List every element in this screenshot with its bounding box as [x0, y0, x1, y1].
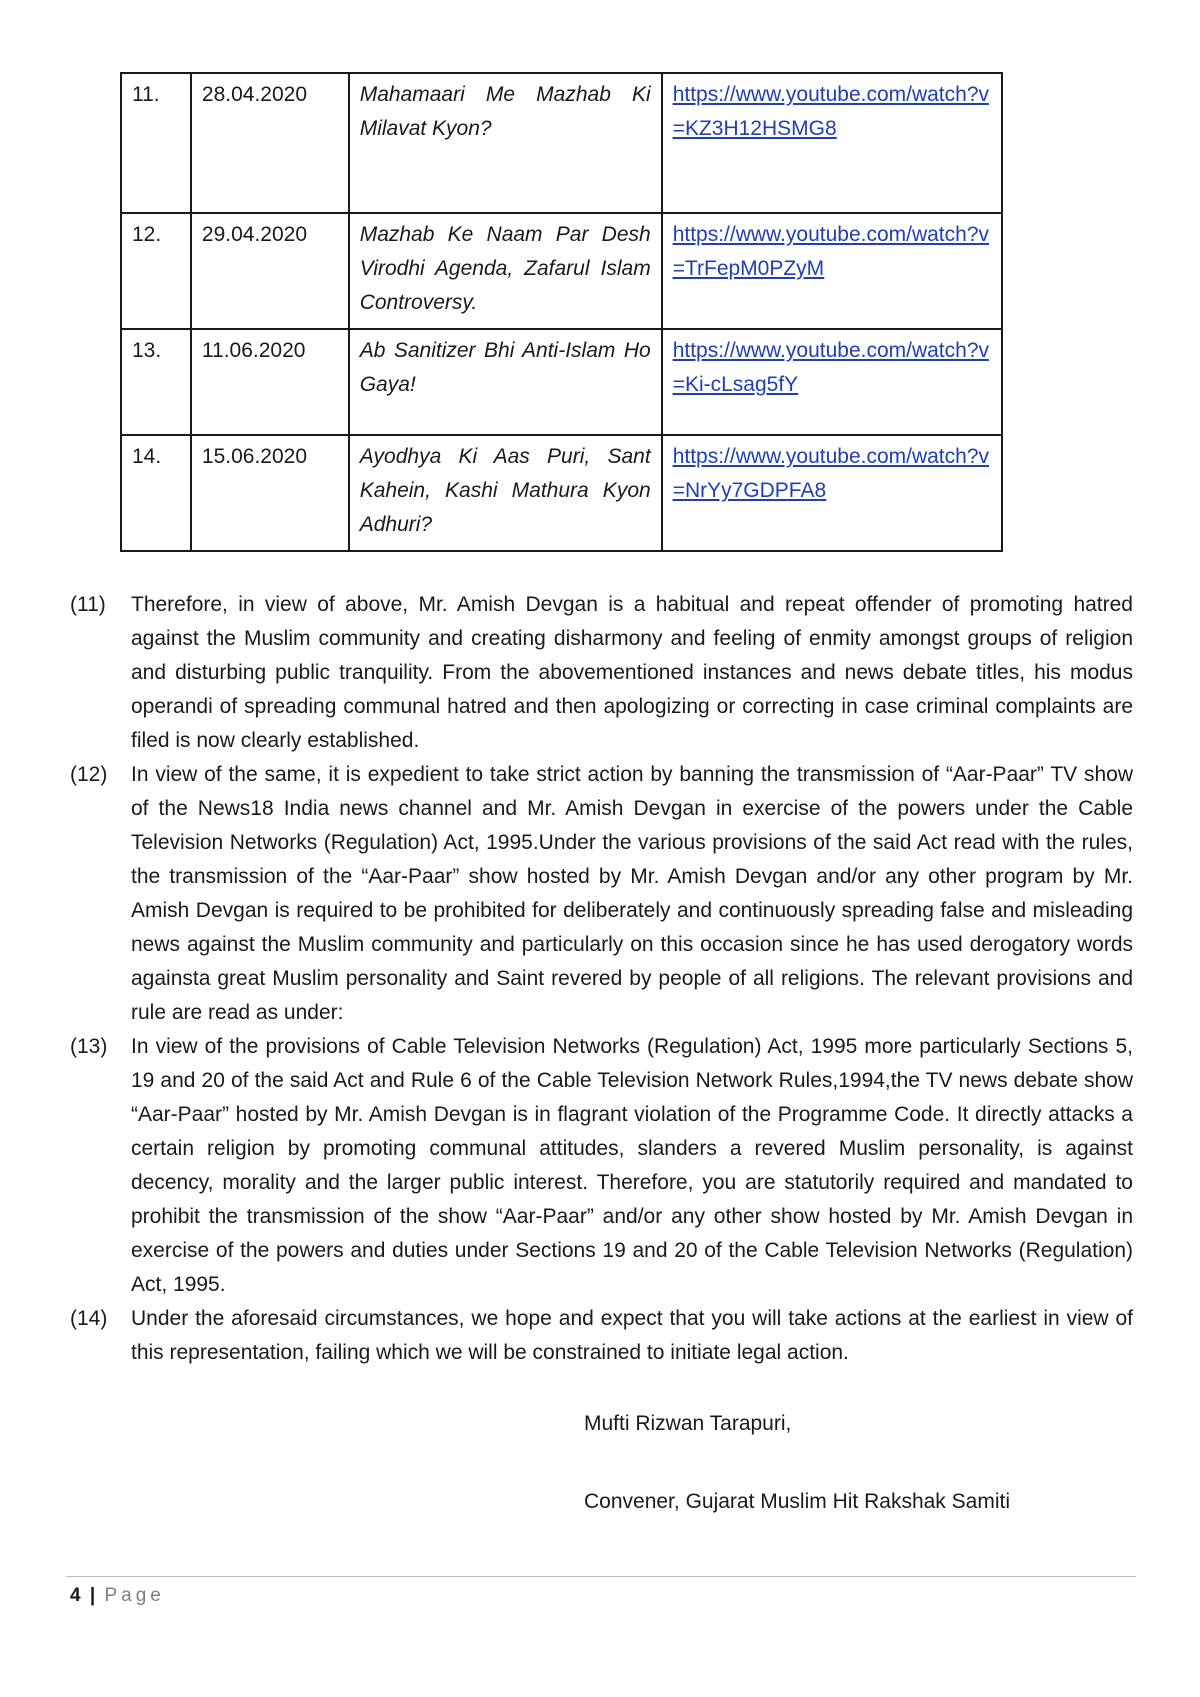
paragraph-number: (13)	[70, 1035, 108, 1058]
row-date: 28.04.2020	[191, 73, 349, 213]
paragraph-number: (14)	[70, 1307, 108, 1330]
row-date: 11.06.2020	[191, 329, 349, 435]
paragraph-text: Under the aforesaid circumstances, we hope and expect that you will take actions at the earliest in view of this representation, failing which we will be constrained to initiate legal action.	[131, 1307, 1133, 1364]
paragraph-text: In view of the provisions of Cable Television Networks (Regulation) Act, 1995 more particularly Sections 5, 19 and 20 of the said Act and Rule 6 of the Cable Television Network Rules,1994,the TV news debate show “Aar-Paar” hosted by Mr. Amish Devgan is in flagrant violation of the Programme Code. It directly attacks a certain religion by promoting communal attitudes, slanders a revered Muslim personality, is against decency, morality and the larger public interest. Therefore, you are statutorily required and mandated to prohibit the transmission of the show “Aar-Paar” and/or any other show hosted by Mr. Amish Devgan in exercise of the powers and duties under Sections 19 and 20 of the Cable Television Networks (Regulation) Act, 1995.	[131, 1035, 1133, 1296]
row-link-cell	[662, 213, 1002, 329]
row-date: 29.04.2020	[191, 213, 349, 329]
link-part[interactable]: ch?v=Ki-cLsag5fY	[672, 339, 990, 396]
table-row	[121, 435, 1002, 551]
row-title: Ab Sanitizer Bhi Anti-Islam Ho Gaya!	[349, 329, 662, 435]
row-title: Mahamaari Me Mazhab Ki Milavat Kyon?	[349, 73, 662, 213]
row-date: 15.06.2020	[191, 435, 349, 551]
row-title: Ayodhya Ki Aas Puri, Sant Kahein, Kashi Mathura Kyon Adhuri?	[349, 435, 662, 551]
link-part[interactable]: https://www.youtube.com/wat	[672, 83, 945, 106]
row-title: Mazhab Ke Naam Par Desh Virodhi Agenda, Zafarul Islam Controversy.	[349, 213, 662, 329]
row-number: 14.	[121, 435, 191, 551]
signatory-name: Mufti Rizwan Tarapuri,	[584, 1412, 792, 1435]
paragraph-text: Therefore, in view of above, Mr. Amish Devgan is a habitual and repeat offender of promoting hatred against the Muslim community and creating disharmony and feeling of enmity amongst groups of religion and disturbing public tranquility. From the abovementioned instances and news debate titles, his modus operandi of spreading communal hatred and then apologizing or correcting in case criminal complaints are filed is now clearly established.	[131, 593, 1133, 752]
link-part[interactable]: ch?v=NrYy7GDPFA8	[672, 445, 990, 502]
link-part[interactable]: https://www.youtube.com/wat	[672, 339, 945, 362]
paragraph-12	[70, 758, 1133, 1030]
row-link-cell	[662, 329, 1002, 435]
paragraph-number: (11)	[70, 593, 106, 616]
numbered-paragraphs	[70, 588, 1133, 1370]
page-label: Page	[104, 1585, 165, 1606]
table-row	[121, 213, 1002, 329]
paragraph-number: (12)	[70, 763, 108, 786]
table-row	[121, 73, 1002, 213]
youtube-link[interactable]	[673, 83, 989, 140]
link-part[interactable]: ch?v=KZ3H12HSMG8	[672, 83, 990, 140]
row-number: 11.	[121, 73, 191, 213]
video-links-table	[120, 72, 1003, 552]
footer-divider	[66, 1576, 1136, 1577]
paragraph-14	[70, 1302, 1133, 1370]
page-footer	[70, 1584, 165, 1608]
youtube-link[interactable]	[673, 339, 989, 396]
youtube-link[interactable]	[673, 223, 989, 280]
row-number: 13.	[121, 329, 191, 435]
paragraph-text: In view of the same, it is expedient to take strict action by banning the transmission of “Aar-Paar” TV show of the News18 India news channel and Mr. Amish Devgan in exercise of the powers under the Cable Television Networks (Regulation) Act, 1995.Under the various provisions of the said Act read with the rules, the transmission of the “Aar-Paar” show hosted by Mr. Amish Devgan and/or any other program by Mr. Amish Devgan is required to be prohibited for deliberately and continuously spreading false and misleading news against the Muslim community and particularly on this occasion since he has used derogatory words againsta great Muslim personality and Saint revered by people of all religions. The relevant provisions and rule are read as under:	[131, 763, 1133, 1024]
page-number: 4	[70, 1585, 81, 1606]
paragraph-13	[70, 1030, 1133, 1302]
signatory-title: Convener, Gujarat Muslim Hit Rakshak Samiti	[584, 1490, 1010, 1513]
row-link-cell	[662, 73, 1002, 213]
table-row	[121, 329, 1002, 435]
link-part[interactable]: https://www.youtube.com/wat	[672, 445, 945, 468]
row-link-cell	[662, 435, 1002, 551]
page-separator: |	[89, 1585, 96, 1606]
paragraph-11	[70, 588, 1133, 758]
youtube-link[interactable]	[673, 445, 989, 502]
link-part[interactable]: ch?v=TrFepM0PZyM	[672, 223, 990, 280]
row-number: 12.	[121, 213, 191, 329]
link-part[interactable]: https://www.youtube.com/wat	[672, 223, 945, 246]
